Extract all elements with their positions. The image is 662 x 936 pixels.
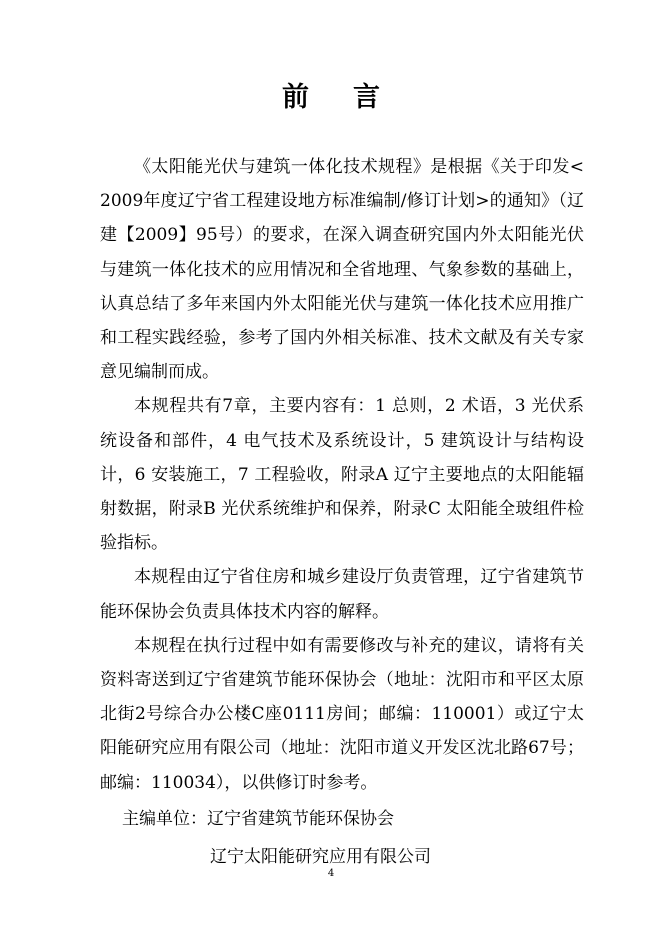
title-char-2: 言 [353, 82, 380, 113]
page-number: 4 [327, 868, 335, 879]
page-title [0, 80, 662, 116]
paragraph-feedback: 本规程在执行过程中如有需要修改与补充的建议，请将有关资料寄送到辽宁省建筑节能环保协会（地址：沈阳市和平区太原北街2号综合办公楼C座0111房间；邮编：110001）或辽宁太阳能研究应用有限公司（地址：沈阳市道义开发区沈北路67号；邮编：110034），以供修订时参考。 [100, 635, 584, 793]
title-char-1: 前 [282, 82, 309, 113]
paragraph-intro: 《太阳能光伏与建筑一体化技术规程》是根据《关于印发<2009年度辽宁省工程建设地方标准编制/修订计划>的通知》（辽建【2009】95号）的要求，在深入调查研究国内外太阳能光伏与建筑一体化技术的应用情况和全省地理、气象参数的基础上，认真总结了多年来国内外太阳能光伏与建筑一体化技术应用推广和工程实践经验，参考了国内外相关标准、技术文献及有关专家意见编制而成。 [100, 157, 584, 383]
chief-editor-unit: 主编单位：辽宁省建筑节能环保协会 [122, 808, 394, 829]
paragraph-management: 本规程由辽宁省住房和城乡建设厅负责管理，辽宁省建筑节能环保协会负责具体技术内容的解释。 [100, 567, 584, 622]
paragraph-chapters: 本规程共有7章，主要内容有：1 总则，2 术语，3 光伏系统设备和部件，4 电气技术及系统设计，5 建筑设计与结构设计，6 安装施工，7 工程验收，附录A 辽宁主要地点的太阳能辐射数据，附录B 光伏系统维护和保养，附录C 太阳能全玻组件检验指标。 [100, 396, 584, 554]
chief-editor-unit-second: 辽宁太阳能研究应用有限公司 [210, 847, 431, 868]
preface-body [100, 150, 584, 874]
